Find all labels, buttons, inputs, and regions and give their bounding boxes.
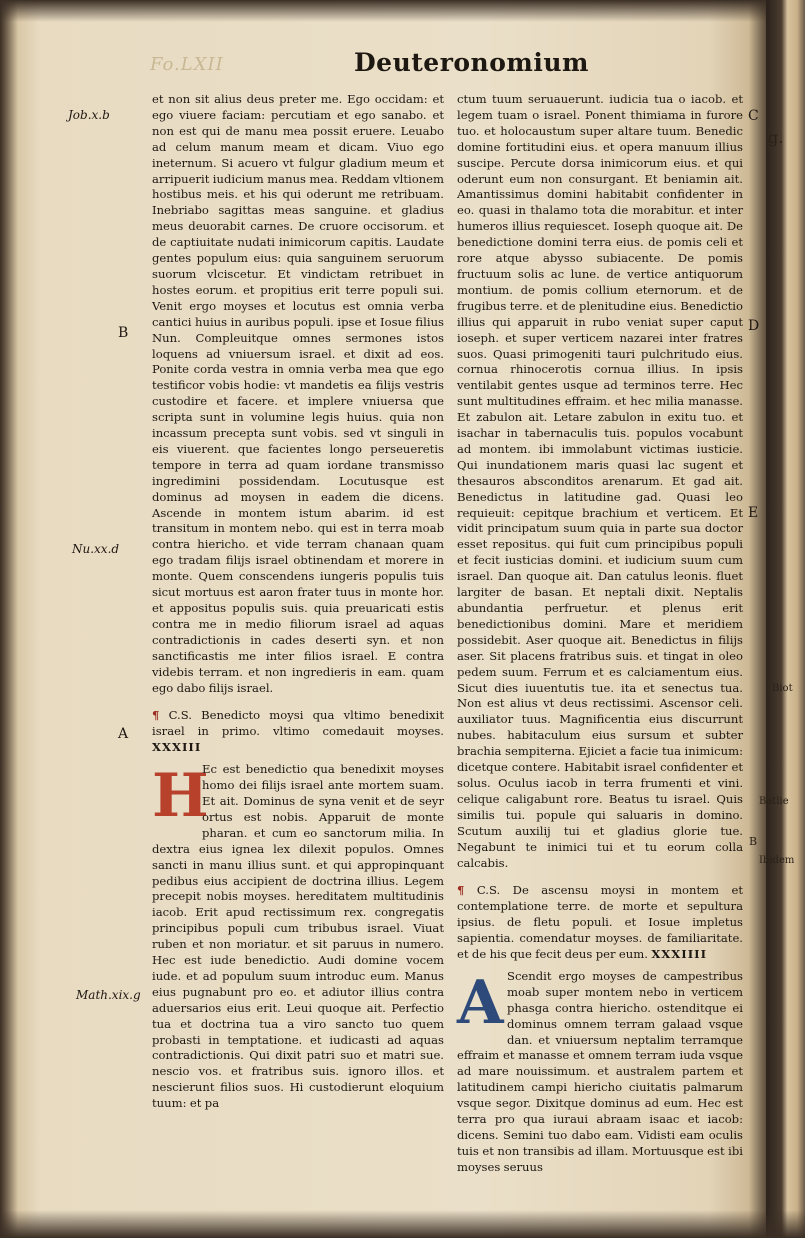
margin-note-numeri: Nu.xx.d xyxy=(72,542,120,556)
edge-fragment-b: B xyxy=(749,835,758,848)
right-paragraph-2: Scendit ergo moyses de campestribus moab super montem nebo in verticem phasga contra hiericho. ostenditque ei dominus omnem terram galaad vsque dan. et vniuersum neptalim terramque effraim et manasse et omnem terram iuda vsque ad mare nouissimum. et australem partem et latitudinem campi hiericho ciuitatis palmarum vsque segor. Dixitque dominus ad eum. Hec est terra pro qua iuraui abraam isaac et iacob: dicens. Semini tuo dabo eam. Vidisti eam oculis tuis et non transibis ad illam. Mortuusque est ibi moyses seruus xyxy=(457,968,743,1174)
edge-fragment-batlie: Batlie xyxy=(759,796,789,807)
left-text-column xyxy=(152,92,444,1112)
rubric-pilcrow-icon-2: ¶ xyxy=(457,883,465,898)
margin-letter-c: C xyxy=(748,108,759,124)
left-paragraph-1: et non sit alius deus preter me. Ego occidam: et ego viuere faciam: percutiam et ego sanabo. et non est qui de manu mea possit eruere. Leuabo ad celum manum meam et dicam. Viuo ego ineternum. Si acuero vt fulgur gladium meum et arripuerit iudicium manus mea. Reddam vltionem hostibus meis. et his qui oderunt me retribuam. Inebriabo sagittas meas sanguine. et gladius meus deuorabit carnes. De cruore occisorum. et de captiuitate nudati inimicorum capitis. Laudate gentes populum eius: quia sanguinem seruorum suorum vlciscetur. Et vindictam retribuet in hostes eorum. et propitius erit terre populi sui. Venit ergo moyses et locutus est omnia verba cantici huius in auribus populi. ipse et Iosue filius Nun. Compleuitque omnes sermones istos loquens ad vniuersum israel. et dixit ad eos. Ponite corda vestra in omnia verba mea que ego testificor vobis hodie: vt mandetis ea filijs vestris custodire et facere. et implere vniuersa que scripta sunt in volumine legis huius. quia non incassum precepta sunt vobis. sed vt singuli in eis viuerent. que facientes longo perseueretis tempore in terra ad quam iordane transmisso ingredimini possidendam. Locutusque est dominus ad moysen in eadem die dicens. Ascende in montem istum abarim. id est transitum in montem nebo. qui est in terra moab contra hiericho. et vide terram chanaan quam ego tradam filijs israel obtinendam et morere in monte. Quem conscendens iungeris populis tuis sicut mortuus est aaron frater tuus in monte hor. et appositus populis suis. quia preuaricati estis contra me in medio filiorum israel ad aquas contradictionis in cades deserti syn. et non sanctificastis me inter filios israel. E contra videbis terram. et non ingredieris in eam. quam ego dabo filijs israel. xyxy=(152,92,444,695)
left-paragraph-2-block xyxy=(152,762,444,1112)
left-chapter-heading xyxy=(152,708,444,756)
dropcap-h: H xyxy=(152,761,209,832)
edge-fragment-biot: Biot xyxy=(772,683,793,694)
dropcap-a: A xyxy=(457,967,504,1038)
right-paragraph-2-block xyxy=(457,969,743,1176)
right-chapter-number: XXXIIII xyxy=(651,947,707,962)
margin-letter-a: A xyxy=(118,726,129,742)
left-chapter-number: XXXIII xyxy=(152,740,202,755)
margin-letter-e: E xyxy=(748,505,759,521)
margin-letter-d: D xyxy=(748,318,760,334)
folio-number-ghost: Fo.LXII xyxy=(150,54,224,75)
edge-fragment-ibidem: Ibidem xyxy=(759,855,795,866)
right-chapter-summary: C.S. De ascensu moysi in montem et contemplatione terre. de morte et sepultura ipsius. de fletu populi. et Iosue impletus sapientia. comendatur moyses. de familiaritate. et de his que fecit deus per eum. xyxy=(457,883,743,962)
right-paragraph-1: ctum tuum seruauerunt. iudicia tua o iacob. et legem tuam o israel. Ponent thimiama in furore tuo. et holocaustum super altare tuum. Benedic domine fortitudini eius. et opera manuum illius suscipe. Percute dorsa inimicorum eius. et qui oderunt eum non consurgant. Et beniamin ait. Amantissimus domini habitabit confidenter in eo. quasi in thalamo tota die morabitur. et inter humeros illius requiescet. Ioseph quoque ait. De benedictione domini terra eius. de pomis celi et rore atque abysso subiacente. De pomis fructuum solis ac lune. de vertice antiquorum montium. de pomis collium eternorum. et de frugibus terre. et de plenitudine eius. Benedictio illius qui apparuit in rubo veniat super caput ioseph. et super verticem nazarei inter fratres suos. Quasi primogeniti tauri pulchritudo eius. cornua rhinocerotis cornua illius. In ipsis ventilabit gentes usque ad terminos terre. Hec sunt multitudines effraim. et hec milia manasse. Et zabulon ait. Letare zabulon in exitu tuo. et isachar in tabernaculis tuis. populos vocabunt ad montem. ibi immolabunt victimas iusticie. Qui inundationem maris quasi lac sugent et thesauros absconditos arenarum. Et gad ait. Benedictus in latitudine gad. Quasi leo requieuit: cepitque brachium et verticem. Et vidit principatum suum quia in parte sua doctor esset repositus. qui fuit cum principibus populi et fecit iusticias domini. et iudicium suum cum israel. Dan quoque ait. Dan catulus leonis. fluet largiter de basan. Et neptali dixit. Neptalis abundantia perfruetur. et plenus erit benedictionibus domini. Mare et meridiem possidebit. Aser quoque ait. Benedictus in filijs aser. Sit placens fratribus suis. et tingat in oleo pedem suum. Ferrum et es calciamentum eius. Sicut dies iuuentutis tue. ita et senectus tua. Non est alius vt deus rectissimi. Ascensor celi. auxiliator tuus. Magnificentia eius discurrunt nubes. habitaculum eius sursum et subter brachia sempiterna. Ejiciet a facie tua inimicum: dicetque contere. Habitabit israel confidenter et solus. Oculus iacob in terra frumenti et vini. celique caligabunt rore. Beatus tu israel. Quis similis tui. popule qui saluaris in domino. Scutum auxilij tui et gladius glorie tue. Negabunt te inimici tui et tu eorum colla calcabis. xyxy=(457,92,743,870)
next-page-edge xyxy=(766,0,805,1238)
margin-note-job: Job.x.b xyxy=(68,108,110,122)
margin-letter-b: B xyxy=(118,325,129,341)
rubric-pilcrow-icon: ¶ xyxy=(152,708,160,723)
right-text-column xyxy=(457,92,743,1176)
margin-note-matthew: Math.xix.g xyxy=(76,988,141,1002)
left-chapter-summary: C.S. Benedicto moysi qua vltimo benedixit israel in primo. vltimo comedauit moyses. xyxy=(152,708,445,739)
left-paragraph-2: Ec est benedictio qua benedixit moyses homo dei filijs israel ante mortem suam. Et ait. Dominus de syna venit et de seyr ortus est nobis. Apparuit de monte pharan. et cum eo sanctorum milia. In dextra eius ignea lex dilexit populos. Omnes sancti in manu illius sunt. et qui appropinquant pedibus eius accipient de doctrina illius. Legem precepit nobis moyses. hereditatem multitudinis iacob. Erit apud rectissimum rex. congregatis principibus populi cum tribubus israel. Viuat ruben et non moriatur. et sit paruus in numero. Hec est iude benedictio. Audi domine vocem iude. et ad populum suum introduc eum. Manus eius pugnabunt pro eo. et adiutor illius contra aduersarios eius erit. Leui quoque ait. Perfectio tua et doctrina tua a viro sancto tuo quem probasti in temptatione. et iudicasti ad aquas contradictionis. Qui dixit patri suo et matri sue. nescio vos. et fratribus suis. ignoro illos. et nescierunt filios suos. Hi custodierunt eloquium tuum: et pa xyxy=(152,762,444,1111)
right-chapter-heading xyxy=(457,883,743,963)
edge-fragment-g: g. xyxy=(768,128,784,147)
running-title: Deuteronomium xyxy=(354,48,589,77)
